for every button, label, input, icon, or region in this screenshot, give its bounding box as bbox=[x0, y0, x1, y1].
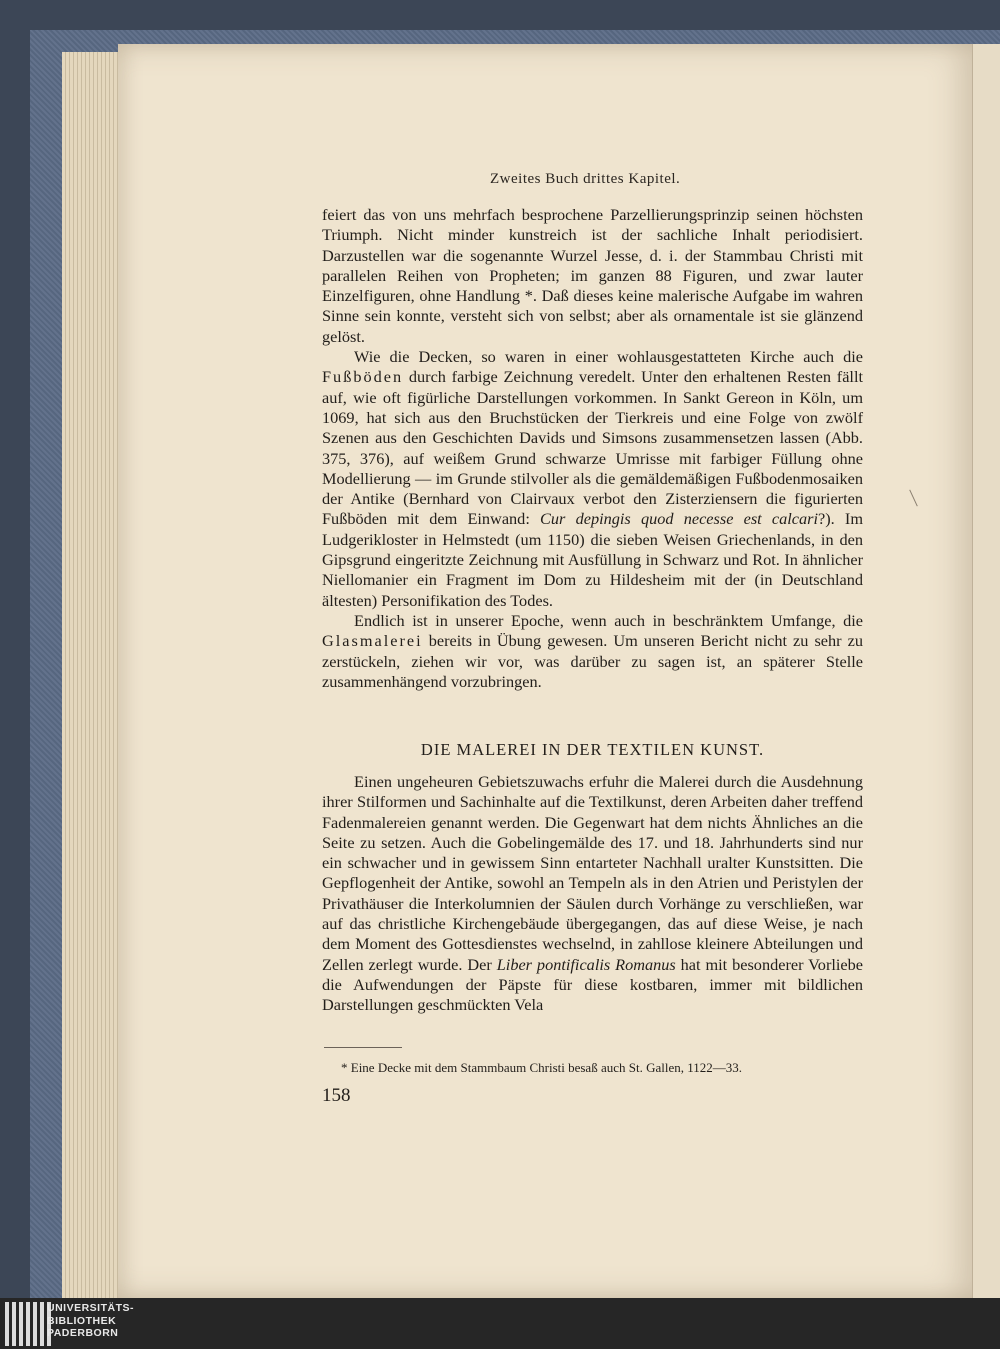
paragraph bbox=[322, 205, 863, 347]
running-head: Zweites Buch drittes Kapitel. bbox=[490, 171, 681, 187]
body-text-top bbox=[322, 205, 863, 692]
library-name bbox=[47, 1302, 134, 1340]
footnote-rule bbox=[324, 1047, 402, 1048]
text-run: Endlich ist in unserer Epoche, wenn auch in beschränktem Umfange, die bbox=[354, 610, 863, 630]
body-text-bottom bbox=[322, 772, 863, 1016]
library-name-line1: UNIVERSITÄTS- bbox=[47, 1302, 135, 1314]
text-run: bereits in Übung gewesen. Um unseren Bericht nicht zu sehr zu zerstückeln, ziehen wir vor, was darüber zu sagen ist, an späterer Stelle zusammenhängend vorzubringen. bbox=[322, 631, 863, 691]
library-name-line3: PADERBORN bbox=[47, 1327, 119, 1339]
text-run: Einen ungeheuren Gebietszuwachs erfuhr die Malerei durch die Ausdehnung ihrer Stilformen und Sachinhalte auf die Textilkunst, deren Arbeiten daher treffend Fadenmalereien genannt werden. Die Gegenwart hat dem nichts Ähnliches an die Seite zu setzen. Auch die Gobelingemälde des 17. und 18. Jahrhunderts sind nur ein schwacher und in gewissem Sinn entarteter Nachhall uralter Kunstsitten. Die Gepflogenheit der Antike, sowohl an Tempeln als in den Atrien und Peristylen der Privathäuser die Interkolumnien der Säulen durch Vorhänge zu verschließen, war auf das christliche Kirchengebäude übergegangen, das auf diese Weise, je nach dem Moment des Gottesdienstes wechselnd, in zahllose kleinere Abteilungen und Zellen zerlegt wurde. Der bbox=[322, 772, 863, 974]
spaced-term: Fußböden bbox=[322, 367, 404, 387]
italic-quote: Cur depingis quod necesse est calcari bbox=[540, 509, 819, 529]
page-number: 158 bbox=[322, 1085, 351, 1106]
italic-quote: Liber pontificalis Romanus bbox=[496, 954, 676, 974]
facing-page-edge bbox=[972, 44, 1000, 1298]
section-heading: DIE MALEREI IN DER TEXTILEN KUNST. bbox=[420, 740, 765, 759]
text-run: Wie die Decken, so waren in einer wohlausgestatteten Kirche auch die bbox=[354, 347, 863, 367]
text-run: feiert das von uns mehrfach besprochene Parzellierungsprinzip seinen höchsten Triumph. Nicht minder kunstreich ist der sachliche Inhalt periodisiert. Darzustellen war die sogenannte Wurzel Jesse, d. i. der Stammbau Christi mit parallelen Reihen von Propheten; im ganzen 88 Figuren, und zwar lauter Einzelfiguren, ohne Handlung *. Daß dieses keine malerische Aufgabe im wahren Sinne sein konnte, versteht sich von selbst; aber als ornamentale ist sie glänzend gelöst. bbox=[322, 205, 863, 346]
text-run: hat mit besonderer Vorliebe die Aufwendungen der Päpste für diese kostbaren, immer mit bildlichen Darstellungen geschmückten Vela bbox=[322, 954, 864, 1015]
library-logo-icon bbox=[5, 1302, 51, 1346]
text-run: durch farbige Zeichnung veredelt. Unter den erhaltenen Resten fällt auf, wie oft figürliche Darstellungen vorkommen. In Sankt Gereon in Köln, um 1069, hat sich aus den Bruchstücken der Tierkreis und eine Folge von zwölf Szenen aus den Geschichten Davids und Simsons zusammensetzen lassen (Abb. 375, 376), auf weißem Grund schwarze Umrisse mit farbiger Füllung ohne Modellierung — im Grunde stilvoller als die gemäldemäßigen Fußbodenmosaiken der Antike (Bernhard von Clairvaux verbot den Zisterziensern die figurierten Fußböden mit dem Einwand: bbox=[322, 367, 863, 529]
library-name-line2: BIBLIOTHEK bbox=[47, 1314, 117, 1327]
page-edges bbox=[62, 52, 122, 1298]
text-run: ?). Im Ludgerikloster in Helmstedt (um 1150) die sieben Weisen Griechenlands, in den Gipsgrund eingeritzte Zeichnung mit Ausfüllung in Schwarz und Rot. In ähnlicher Niellomanier ein Fragment im Dom zu Hildesheim mit der (in Deutschland ältesten) Personifikation des Todes. bbox=[322, 509, 864, 610]
library-footer bbox=[0, 1298, 1000, 1349]
paragraph bbox=[322, 772, 863, 1016]
footnote: * Eine Decke mit dem Stammbaum Christi besaß auch St. Gallen, 1122—33. bbox=[341, 1060, 743, 1075]
paragraph bbox=[322, 347, 863, 611]
paragraph bbox=[322, 611, 863, 692]
spaced-term: Glasmalerei bbox=[322, 631, 423, 651]
